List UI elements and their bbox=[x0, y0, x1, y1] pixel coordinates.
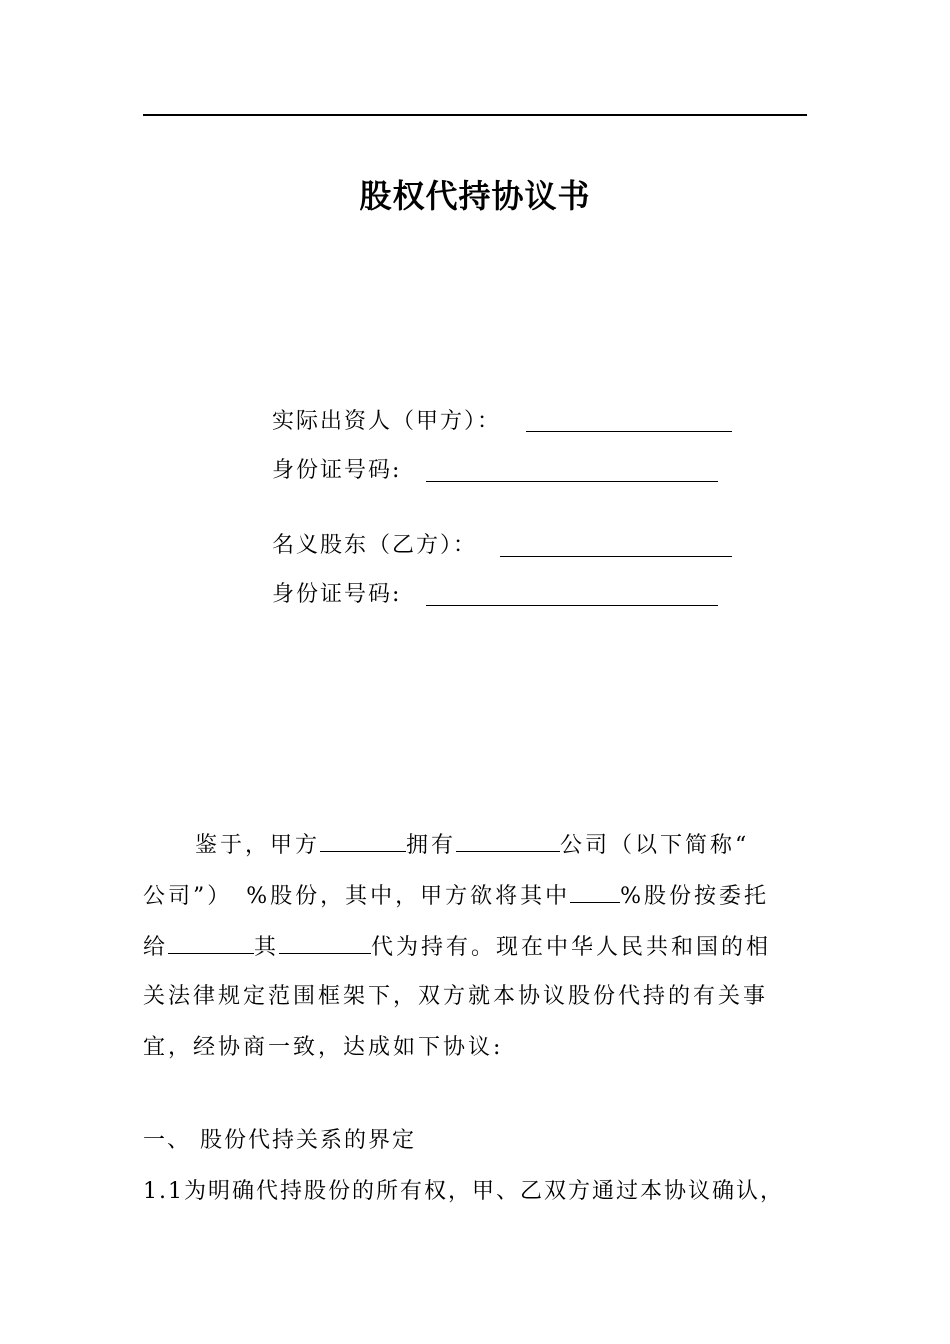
recital-line-5: 宜，经协商一致，达成如下协议: bbox=[143, 1035, 504, 1060]
recital-text: 给 bbox=[143, 935, 169, 960]
recital-text: 鉴于，甲方 bbox=[195, 833, 321, 858]
recital-line-1 bbox=[195, 829, 859, 861]
party-b-id-label: 身份证号码: bbox=[272, 582, 402, 607]
recital-line-2 bbox=[143, 880, 807, 912]
party-a-label: 实际出资人（甲方）： bbox=[272, 409, 502, 434]
fill-blank bbox=[320, 829, 406, 852]
recital-text: 其 bbox=[254, 935, 280, 960]
recital-line-3 bbox=[143, 931, 807, 963]
recital-text: 拥有 bbox=[406, 833, 457, 858]
document-title: 股权代持协议书 bbox=[359, 177, 591, 215]
party-b-label: 名义股东（乙方）： bbox=[272, 533, 478, 558]
clause-1-1: 1.1为明确代持股份的所有权，甲、乙双方通过本协议确认， bbox=[143, 1179, 784, 1204]
recital-text: 公司（以下简称“ bbox=[560, 833, 750, 858]
header-rule bbox=[143, 114, 807, 116]
party-b-name-blank bbox=[500, 556, 732, 557]
recital-text: %股份按委托 bbox=[620, 884, 770, 909]
recital-text: 代为持有。现在中华人民共和国的相 bbox=[371, 935, 772, 960]
party-a-id-label: 身份证号码: bbox=[272, 458, 402, 483]
party-a-name-blank bbox=[526, 431, 732, 432]
recital-line-4: 关法律规定范围框架下，双方就本协议股份代持的有关事 bbox=[143, 984, 769, 1009]
fill-blank bbox=[456, 829, 560, 852]
party-a-id-blank bbox=[426, 481, 718, 482]
recital-text: 公司”） %股份，其中，甲方欲将其中 bbox=[143, 884, 571, 909]
party-b-id-blank bbox=[426, 605, 718, 606]
fill-blank bbox=[168, 931, 254, 954]
fill-blank bbox=[570, 880, 620, 903]
section-heading: 一、 股份代持关系的界定 bbox=[143, 1128, 416, 1153]
fill-blank bbox=[279, 931, 371, 954]
